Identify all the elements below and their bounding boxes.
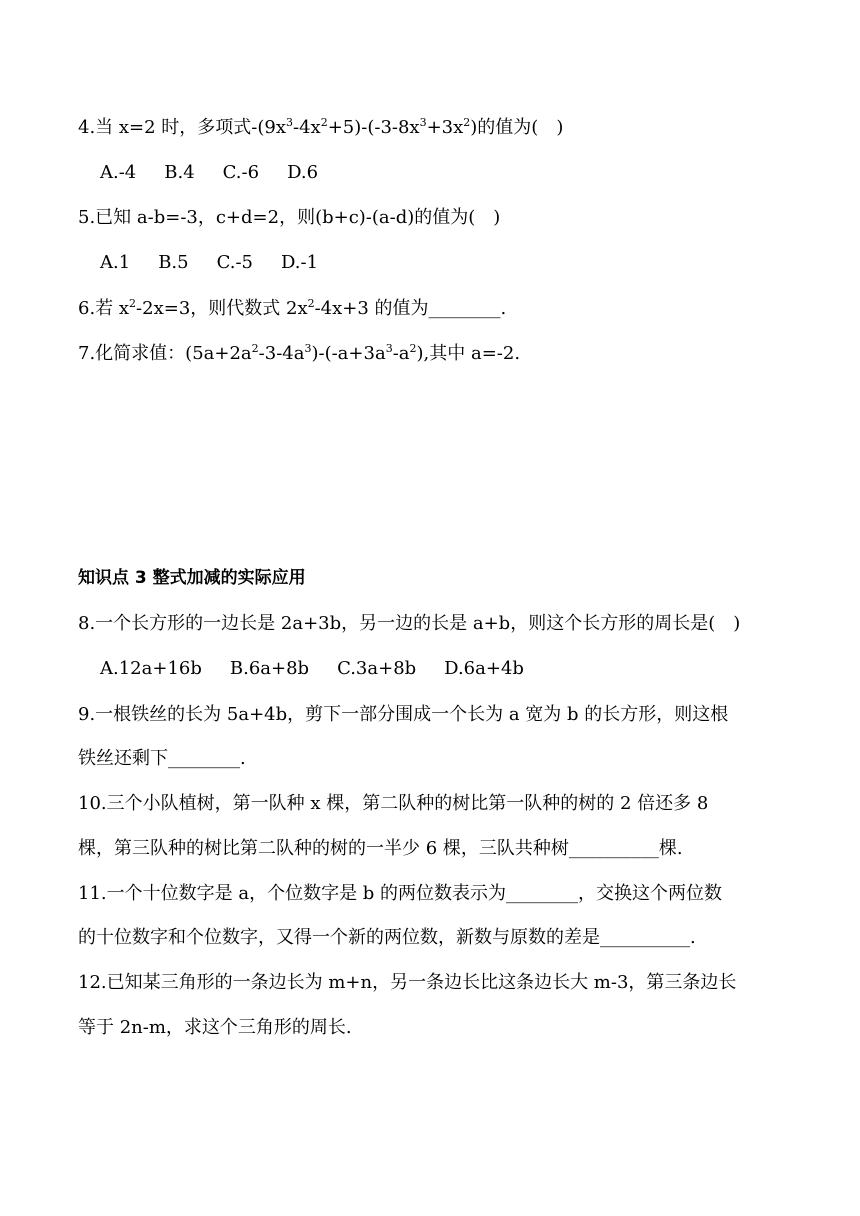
q7-text: -a: [392, 343, 410, 364]
question-12-line-2: 等于 2n-m，求这个三角形的周长.: [78, 1017, 352, 1038]
q5-options: [100, 251, 346, 275]
q7-text: )-(-a+3a: [311, 343, 386, 364]
question-9-line-2: 铁丝还剩下________.: [78, 748, 246, 769]
q6-exponent: 2: [129, 297, 137, 310]
question-12-line-1: 12.已知某三角形的一条边长为 m+n，另一条边长比这条边长大 m-3，第三条边长: [78, 972, 737, 993]
question-4: [78, 116, 563, 140]
q6-text: -4x+3 的值为________.: [314, 298, 507, 319]
section-heading: 知识点 3 整式加减的实际应用: [78, 568, 306, 588]
q4-exponent: 3: [286, 116, 294, 129]
q4-text: )的值为( ): [470, 117, 564, 138]
question-8: 8.一个长方形的一边长是 2a+3b，另一边的长是 a+b，则这个长方形的周长是( ): [78, 613, 741, 634]
question-11-line-2: 的十位数字和个位数字，又得一个新的两位数，新数与原数的差是__________.: [78, 927, 696, 948]
q8-option-d: D.6a+4b: [444, 658, 524, 679]
q4-option-b: B.4: [164, 162, 195, 183]
q5-option-c: C.-5: [216, 252, 253, 273]
q8-option-c: C.3a+8b: [337, 658, 417, 679]
q4-option-a: A.-4: [100, 162, 137, 183]
q6-text: -2x=3，则代数式 2x: [136, 298, 308, 319]
question-6: [78, 297, 506, 321]
q7-exponent: 3: [304, 342, 312, 355]
q6-exponent: 2: [307, 297, 315, 310]
q8-option-a: A.12a+16b: [100, 658, 202, 679]
q4-text: -4x: [293, 117, 321, 138]
q4-exponent: 3: [419, 116, 427, 129]
q5-option-b: B.5: [158, 252, 189, 273]
q4-option-c: C.-6: [222, 162, 260, 183]
q4-text: +3x: [426, 117, 464, 138]
q7-text: 7.化简求值：(5a+2a: [78, 343, 252, 364]
q4-text: 4.当 x=2 时，多项式-(9x: [78, 117, 287, 138]
q7-text: ),其中 a=-2.: [416, 343, 521, 364]
q8-option-b: B.6a+8b: [229, 658, 310, 679]
question-10-line-2: 棵，第三队种的树比第二队种的树的一半少 6 棵，三队共种树__________棵.: [78, 838, 683, 859]
q5-option-a: A.1: [100, 252, 131, 273]
question-9-line-1: 9.一根铁丝的长为 5a+4b，剪下一部分围成一个长为 a 宽为 b 的长方形，则这根: [78, 704, 729, 725]
q4-exponent: 2: [320, 116, 328, 129]
question-5: 5.已知 a-b=-3，c+d=2，则(b+c)-(a-d)的值为( ): [78, 207, 501, 228]
question-7: [78, 342, 520, 366]
q4-exponent: 2: [463, 116, 471, 129]
q7-exponent: 3: [385, 342, 393, 355]
q7-exponent: 2: [251, 342, 259, 355]
q8-options: [100, 657, 552, 681]
question-11-line-1: 11.一个十位数字是 a，个位数字是 b 的两位数表示为________，交换这个两位数: [78, 883, 723, 904]
q4-text: +5)-(-3-8x: [327, 117, 420, 138]
question-10-line-1: 10.三个小队植树，第一队种 x 棵，第二队种的树比第一队种的树的 2 倍还多 8: [78, 793, 709, 814]
q5-option-d: D.-1: [280, 252, 319, 273]
q4-option-d: D.6: [287, 162, 319, 183]
q7-exponent: 2: [409, 342, 417, 355]
q7-text: -3-4a: [258, 343, 305, 364]
q6-text: 6.若 x: [78, 298, 130, 319]
q4-options: [100, 161, 346, 185]
